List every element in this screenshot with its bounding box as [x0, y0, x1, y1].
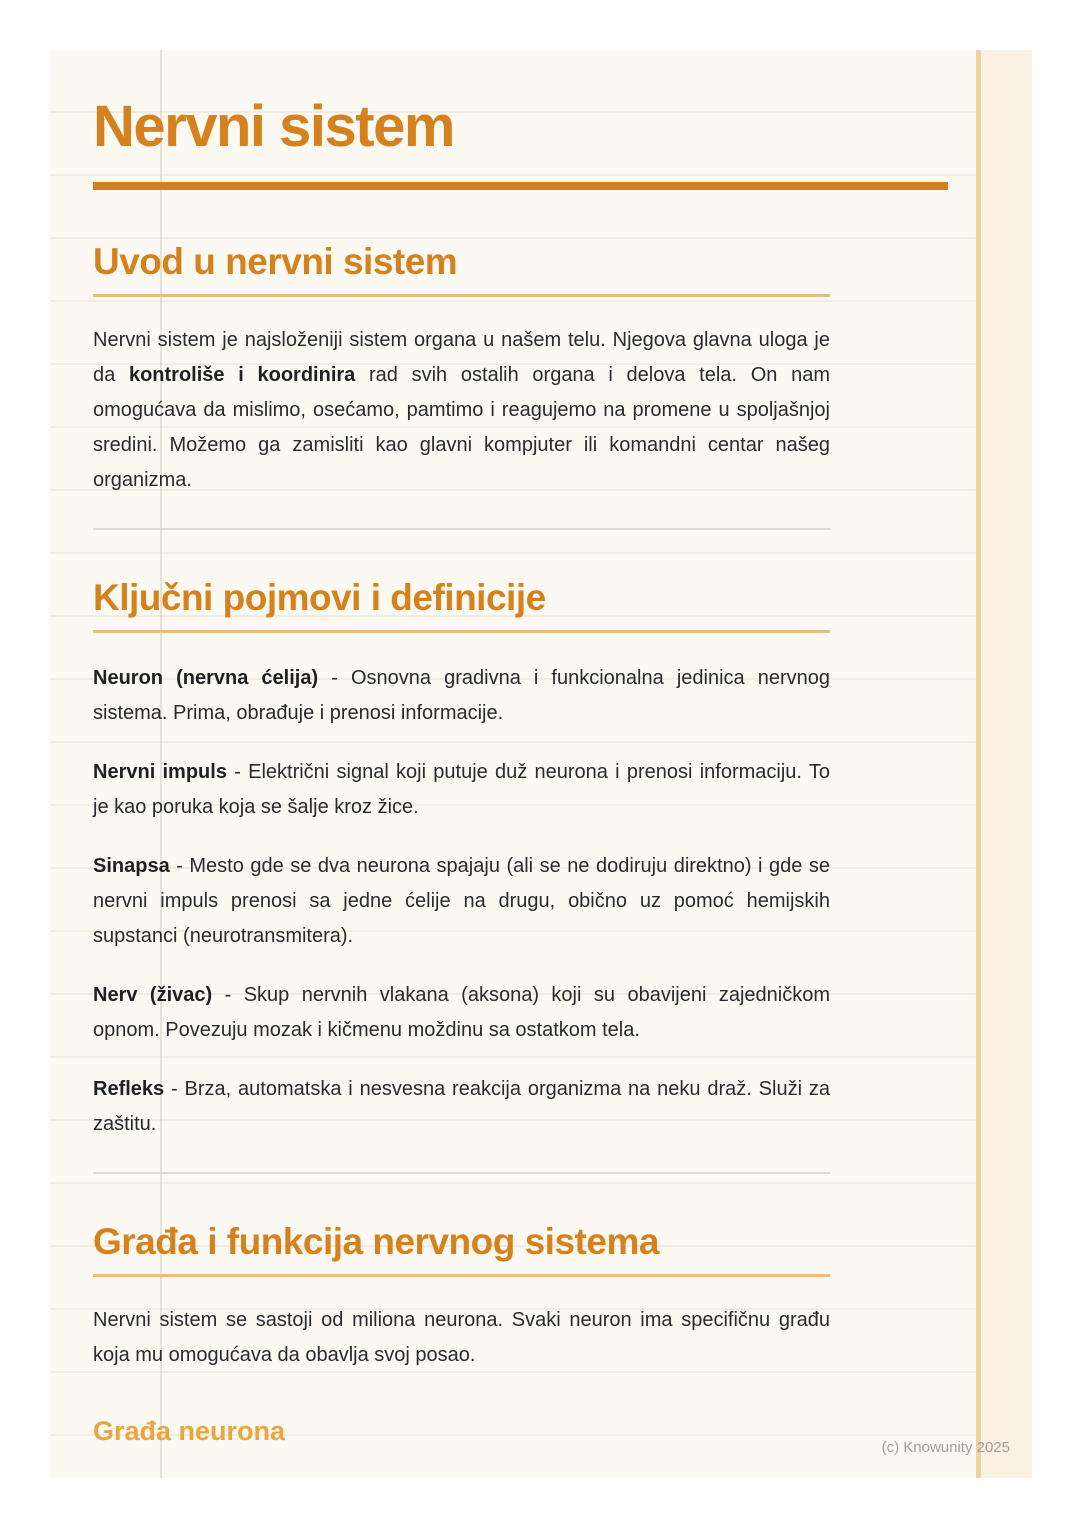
term-definition: - Skup nervnih vlakana (aksona) koji su obavijeni zajedničkom opnom. Povezuju mozak i kičmenu moždinu sa ostatkom tela. — [93, 984, 830, 1041]
notebook-right-strip — [976, 50, 1032, 1478]
page-title: Nervni sistem — [93, 94, 454, 159]
definition-sinapsa — [93, 849, 830, 954]
document-content — [50, 50, 830, 1447]
term-definition: - Mesto gde se dva neurona spajaju (ali se ne dodiruju direktno) i gde se nervni impuls prenosi sa jedne ćelije na drugu, obično uz pomoć hemijskih supstanci (neurotransmitera). — [93, 855, 830, 947]
term-definition: - Osnovna gradivna i funkcionalna jedinica nervnog sistema. Prima, obrađuje i prenosi informacije. — [93, 667, 831, 724]
definition-neuron — [93, 661, 830, 731]
term-definition: - Električni signal koji putuje duž neurona i prenosi informaciju. To je kao poruka koja se šalje kroz žice. — [93, 761, 830, 818]
section-structure-function — [93, 1220, 830, 1447]
title-divider-rule — [93, 182, 948, 190]
copyright-credit: (c) Knowunity 2025 — [881, 1439, 1010, 1456]
definition-nerv — [93, 978, 830, 1048]
section-key-terms — [93, 576, 830, 1142]
definition-refleks — [93, 1072, 830, 1142]
intro-bold-phrase: kontroliše i koordinira — [128, 364, 356, 386]
term-label: Nervni impuls — [93, 761, 227, 783]
term-label: Nerv (živac) — [93, 984, 213, 1006]
section-heading-intro: Uvod u nervni sistem — [93, 240, 830, 297]
subsection-heading-neuron-structure: Građa neurona — [93, 1416, 286, 1446]
term-label: Refleks — [93, 1078, 165, 1100]
definitions-list — [93, 661, 830, 1142]
section-heading-key-terms: Ključni pojmovi i definicije — [93, 576, 830, 633]
term-label: Neuron (nervna ćelija) — [93, 667, 319, 689]
section-heading-structure: Građa i funkcija nervnog sistema — [93, 1220, 830, 1277]
definition-nervni-impuls — [93, 755, 830, 825]
structure-paragraph: Nervni sistem se sastoji od miliona neurona. Svaki neuron ima specifičnu građu koja mu omogućava da obavlja svoj posao. — [93, 1309, 830, 1366]
intro-text-2: rad svih ostalih organa i delova tela. On nam omogućava da mislimo, osećamo, pamtimo i reagujemo na promene u spoljašnjoj sredini. Možemo ga zamisliti kao glavni kompjuter ili komandni centar našeg organizma. — [93, 364, 830, 491]
intro-paragraph — [93, 323, 830, 498]
term-label: Sinapsa — [93, 855, 170, 877]
term-definition: - Brza, automatska i nesvesna reakcija organizma na neku draž. Služi za zaštitu. — [93, 1078, 830, 1135]
intro-text-1: Nervni sistem je najsloženiji sistem organa u našem telu. Njegova glavna uloga je da — [93, 329, 830, 386]
notebook-sheet — [50, 50, 1032, 1478]
section-divider — [93, 1172, 830, 1174]
section-divider — [93, 528, 830, 530]
section-intro — [93, 240, 830, 498]
